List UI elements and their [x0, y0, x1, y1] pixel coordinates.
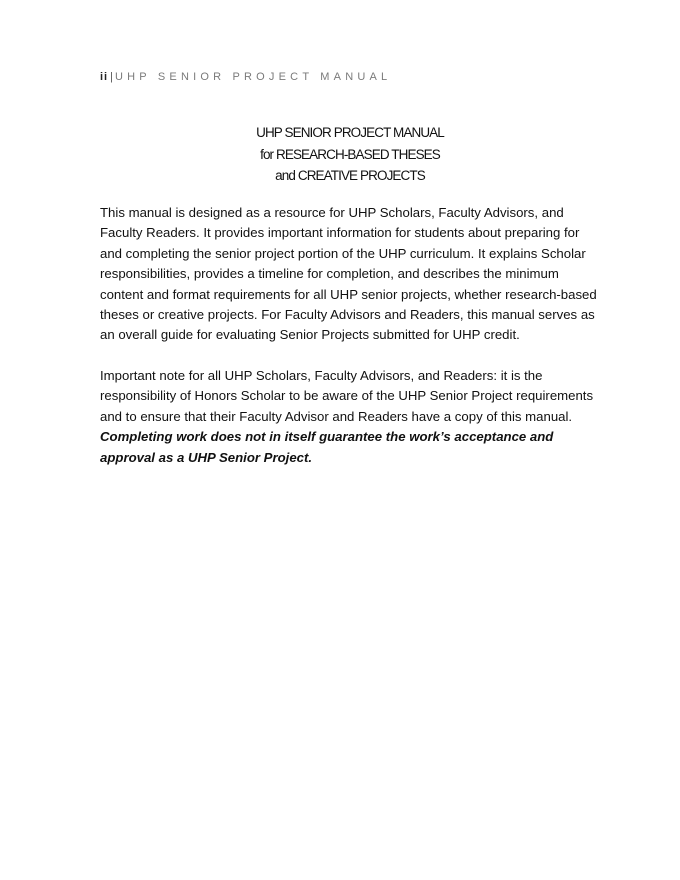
- header-separator: |: [110, 71, 113, 83]
- important-note-text: Important note for all UHP Scholars, Faculty Advisors, and Readers: it is the responsibility of Honors Scholar to be aware of the UHP Senior Project requirements and to ensure that their Faculty Advisor and Readers have a copy of this manual.: [100, 368, 594, 424]
- title-line-2: for RESEARCH-BASED THESES: [260, 146, 440, 162]
- title-line-3: and CREATIVE PROJECTS: [275, 168, 425, 183]
- important-note-paragraph: [100, 366, 605, 468]
- document-title: [100, 122, 600, 187]
- page-number: ii: [100, 71, 109, 83]
- running-header-title: UHP SENIOR PROJECT MANUAL: [114, 71, 392, 83]
- intro-paragraph: This manual is designed as a resource for UHP Scholars, Faculty Advisors, and Faculty Readers. It provides important information for students about preparing for and completing the senior project portion of the UHP curriculum. It explains Scholar responsibilities, provides a timeline for completion, and describes the minimum content and format requirements for all UHP senior projects, whether research-based theses or creative projects. For Faculty Advisors and Readers, this manual serves as an overall guide for evaluating Senior Projects submitted for UHP credit.: [100, 205, 597, 343]
- running-header: [100, 70, 391, 84]
- important-note-emphasis: Completing work does not in itself guarantee the work’s acceptance and approval as a UHP Senior Project.: [100, 429, 554, 465]
- title-line-1: UHP SENIOR PROJECT MANUAL: [256, 125, 444, 140]
